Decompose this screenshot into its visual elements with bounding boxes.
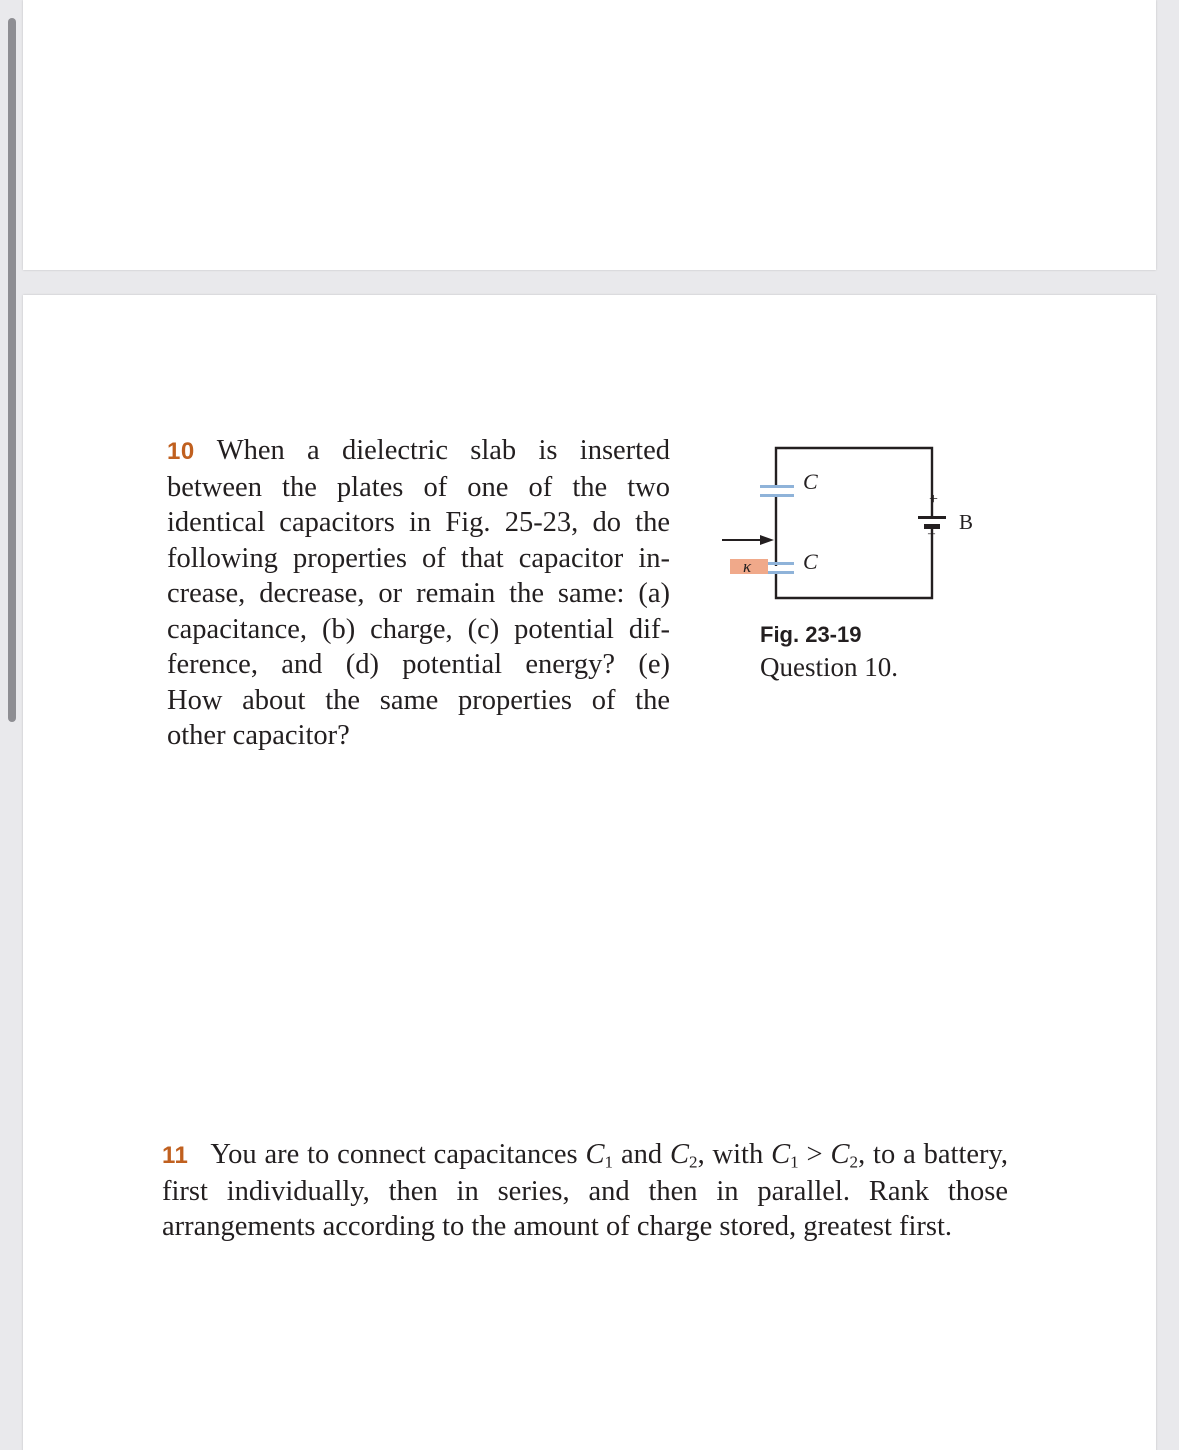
- capacitor-plate: [760, 485, 794, 488]
- question-text: >: [798, 1139, 831, 1170]
- question-text: , to a battery, first individually, then in series, and then in parallel. Rank those arrangements according to the amount of charge stored, greatest first.: [162, 1139, 1009, 1242]
- question-10-line-6: capacitance, (b) charge, (c) potential dif-: [167, 613, 670, 645]
- question-10-line-5: crease, decrease, or remain the same: (a): [167, 578, 670, 609]
- capacitor-top: [760, 485, 794, 497]
- figure-caption: [760, 620, 980, 684]
- question-10-line-3: identical capacitors in Fig. 25-23, do the: [167, 507, 670, 538]
- battery-label: B: [959, 510, 974, 534]
- question-10-line-1: [167, 433, 670, 470]
- question-text: , with: [697, 1139, 772, 1170]
- question-text: You are to connect capacitances: [210, 1139, 586, 1170]
- subscript: 2: [689, 1152, 698, 1172]
- question-11: [162, 1137, 1008, 1245]
- question-10-line-9: other capacitor?: [167, 720, 350, 751]
- capacitor-plate: [760, 494, 794, 497]
- question-number: 11: [162, 1142, 189, 1169]
- figure-subcaption: Question 10.: [760, 652, 898, 682]
- previous-page: [23, 0, 1156, 270]
- battery-plus: +: [929, 491, 939, 508]
- capacitance-symbol: C: [670, 1139, 690, 1170]
- question-text: When a dielectric slab is inserted: [216, 435, 670, 466]
- question-10-line-7: ference, and (d) potential energy? (e): [167, 649, 670, 680]
- insert-arrow-head: [760, 535, 774, 545]
- question-10-line-4: following properties of that capacitor in-: [167, 542, 670, 574]
- question-number: 10: [167, 438, 195, 465]
- current-page: [23, 295, 1156, 1450]
- capacitance-symbol: C: [771, 1139, 791, 1170]
- question-10-line-2: between the plates of one of the two: [167, 471, 670, 503]
- subscript: 1: [790, 1152, 799, 1172]
- subscript: 1: [604, 1152, 614, 1172]
- circuit-figure: [696, 440, 996, 600]
- capacitor-bottom-label: C: [803, 549, 818, 574]
- question-10: [167, 433, 670, 754]
- subscript: 2: [849, 1152, 859, 1172]
- figure-label: Fig. 23-19: [760, 622, 862, 647]
- capacitance-symbol: C: [830, 1139, 850, 1170]
- question-text: and: [613, 1139, 670, 1170]
- battery-minus: –: [928, 526, 935, 541]
- battery-long-plate: [918, 516, 946, 519]
- wire-top: [776, 448, 932, 517]
- capacitance-symbol: C: [585, 1139, 605, 1170]
- dielectric-label: κ: [743, 557, 752, 576]
- question-10-line-8: How about the same properties of the: [167, 684, 670, 716]
- scrollbar[interactable]: [8, 18, 16, 722]
- wire-bottom: [776, 526, 932, 598]
- capacitor-top-label: C: [803, 469, 818, 494]
- circuit-wires: [776, 448, 932, 598]
